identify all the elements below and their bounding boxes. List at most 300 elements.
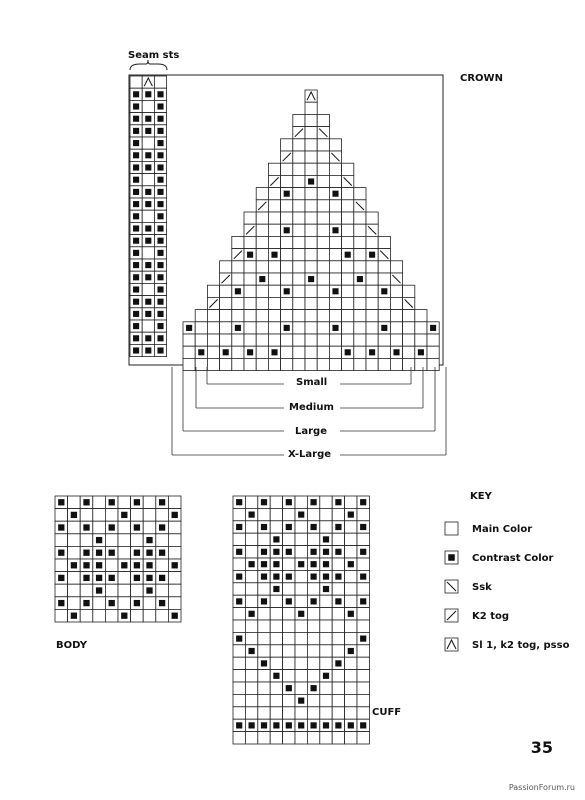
contrast-dot — [145, 116, 151, 122]
crown-cell — [220, 322, 232, 334]
crown-cell — [268, 322, 280, 334]
crown-cell — [220, 297, 232, 309]
crown-cell — [403, 310, 415, 322]
crown-cell — [378, 273, 390, 285]
crown-cell — [207, 334, 219, 346]
contrast-dot — [157, 103, 163, 109]
contrast-dot — [286, 685, 292, 691]
body-cell — [68, 534, 81, 547]
crown-cell — [354, 322, 366, 334]
body-cell — [93, 609, 106, 622]
cuff-cell — [357, 657, 369, 669]
contrast-dot — [284, 325, 290, 331]
crown-cell — [256, 285, 268, 297]
contrast-dot — [357, 276, 363, 282]
body-cell — [168, 584, 181, 597]
cuff-cell — [345, 682, 357, 694]
contrast-dot — [157, 116, 163, 122]
crown-cell — [342, 273, 354, 285]
contrast-dot — [157, 225, 163, 231]
crown-cell — [342, 285, 354, 297]
seam-cell — [142, 247, 154, 259]
contrast-dot — [134, 562, 140, 568]
cuff-cell — [332, 694, 344, 706]
contrast-dot — [121, 512, 127, 518]
cuff-cell — [320, 521, 332, 533]
cuff-cell — [357, 508, 369, 520]
contrast-dot — [157, 250, 163, 256]
contrast-dot — [133, 299, 139, 305]
crown-cell — [244, 297, 256, 309]
crown-cell — [317, 310, 329, 322]
contrast-dot — [249, 512, 255, 518]
contrast-dot — [159, 550, 165, 556]
crown-cell — [366, 310, 378, 322]
crown-cell — [342, 212, 354, 224]
cuff-cell — [345, 732, 357, 744]
crown-cell — [403, 358, 415, 370]
contrast-dot — [286, 574, 292, 580]
cuff-cell — [345, 595, 357, 607]
seam-cell — [142, 210, 154, 222]
cuff-cell — [320, 682, 332, 694]
contrast-dot — [96, 537, 102, 543]
cuff-cell — [295, 595, 307, 607]
crown-cell — [281, 139, 293, 151]
crown-cell — [207, 358, 219, 370]
contrast-dot — [145, 91, 151, 97]
contrast-dot — [133, 213, 139, 219]
cuff-cell — [283, 608, 295, 620]
cuff-cell — [345, 707, 357, 719]
cuff-cell — [332, 670, 344, 682]
body-cell — [55, 559, 68, 572]
crown-cell — [293, 139, 305, 151]
cuff-cell — [320, 645, 332, 657]
crown-cell — [415, 322, 427, 334]
contrast-dot — [83, 550, 89, 556]
contrast-dot — [133, 201, 139, 207]
contrast-dot — [96, 562, 102, 568]
cuff-cell — [258, 732, 270, 744]
contrast-dot — [133, 177, 139, 183]
contrast-dot — [284, 227, 290, 233]
cuff-cell — [258, 583, 270, 595]
contrast-dot — [323, 673, 329, 679]
crown-cell — [293, 273, 305, 285]
contrast-dot — [311, 549, 317, 555]
contrast-dot — [96, 587, 102, 593]
cuff-cell — [332, 533, 344, 545]
crown-cell — [268, 358, 280, 370]
cuff-cell — [233, 670, 245, 682]
cuff-cell — [320, 608, 332, 620]
crown-cell — [415, 358, 427, 370]
crown-cell — [256, 358, 268, 370]
crown-cell — [281, 297, 293, 309]
contrast-dot — [58, 550, 64, 556]
cuff-cell — [258, 682, 270, 694]
contrast-dot — [83, 562, 89, 568]
crown-cell — [342, 334, 354, 346]
crown-cell — [293, 236, 305, 248]
body-cell — [118, 597, 131, 610]
crown-cell — [342, 188, 354, 200]
cuff-cell — [233, 583, 245, 595]
body-cell — [93, 597, 106, 610]
contrast-dot — [157, 140, 163, 146]
body-cell — [168, 496, 181, 509]
crown-cell — [317, 224, 329, 236]
contrast-dot — [311, 499, 317, 505]
crown-cell — [232, 297, 244, 309]
contrast-dot — [261, 598, 267, 604]
contrast-dot — [157, 335, 163, 341]
crown-cell — [244, 236, 256, 248]
crown-cell — [317, 188, 329, 200]
crown-cell — [232, 261, 244, 273]
crown-cell — [317, 273, 329, 285]
cuff-cell — [332, 707, 344, 719]
crown-cell — [354, 334, 366, 346]
contrast-dot — [360, 524, 366, 530]
contrast-dot — [273, 722, 279, 728]
cuff-cell — [270, 732, 282, 744]
contrast-dot — [235, 288, 241, 294]
crown-cell — [281, 310, 293, 322]
contrast-dot — [134, 550, 140, 556]
body-cell — [156, 509, 169, 522]
crown-cell — [268, 310, 280, 322]
crown-cell — [293, 346, 305, 358]
cuff-label: CUFF — [372, 707, 402, 718]
cuff-cell — [233, 620, 245, 632]
body-cell — [55, 609, 68, 622]
crown-cell — [305, 139, 317, 151]
cuff-cell — [245, 521, 257, 533]
cuff-cell — [332, 645, 344, 657]
crown-cell — [378, 334, 390, 346]
cuff-cell — [307, 707, 319, 719]
crown-cell — [317, 114, 329, 126]
contrast-dot — [109, 499, 115, 505]
cuff-cell — [295, 707, 307, 719]
crown-cell — [378, 346, 390, 358]
cuff-cell — [345, 570, 357, 582]
crown-cell — [329, 346, 341, 358]
contrast-dot — [286, 499, 292, 505]
contrast-dot — [145, 201, 151, 207]
contrast-dot — [146, 537, 152, 543]
crown-cell — [305, 310, 317, 322]
page-number: 35 — [530, 738, 553, 757]
crown-label: CROWN — [460, 73, 503, 84]
crown-cell — [390, 322, 402, 334]
body-cell — [105, 509, 118, 522]
contrast-dot — [58, 524, 64, 530]
contrast-dot — [159, 499, 165, 505]
cuff-cell — [270, 682, 282, 694]
body-cell — [80, 584, 93, 597]
crown-cell — [268, 297, 280, 309]
seam-cell — [142, 174, 154, 186]
contrast-dot — [157, 152, 163, 158]
contrast-dot — [172, 562, 178, 568]
cuff-cell — [307, 508, 319, 520]
contrast-dot — [335, 574, 341, 580]
body-cell — [118, 496, 131, 509]
crown-cell — [354, 261, 366, 273]
contrast-dot — [348, 648, 354, 654]
crown-cell — [305, 346, 317, 358]
cuff-cell — [295, 645, 307, 657]
crown-cell — [305, 322, 317, 334]
crown-cell — [317, 261, 329, 273]
cuff-cell — [270, 645, 282, 657]
cuff-cell — [332, 732, 344, 744]
crown-cell — [293, 212, 305, 224]
cuff-cell — [357, 732, 369, 744]
cuff-cell — [307, 670, 319, 682]
contrast-dot — [133, 128, 139, 134]
crown-cell — [317, 151, 329, 163]
cuff-cell — [233, 533, 245, 545]
body-cell — [55, 509, 68, 522]
cuff-cell — [295, 632, 307, 644]
contrast-dot — [133, 189, 139, 195]
body-cell — [156, 534, 169, 547]
crown-cell — [354, 346, 366, 358]
body-cell — [143, 597, 156, 610]
crown-cell — [378, 297, 390, 309]
cuff-cell — [270, 496, 282, 508]
cuff-cell — [345, 694, 357, 706]
crown-cell — [256, 249, 268, 261]
cuff-cell — [320, 707, 332, 719]
crown-cell — [317, 334, 329, 346]
contrast-dot — [157, 323, 163, 329]
cuff-cell — [332, 508, 344, 520]
crown-cell — [366, 358, 378, 370]
cuff-cell — [233, 657, 245, 669]
contrast-dot — [284, 191, 290, 197]
contrast-dot — [332, 191, 338, 197]
crown-cell — [317, 175, 329, 187]
contrast-dot — [134, 524, 140, 530]
contrast-dot — [332, 227, 338, 233]
contrast-dot — [249, 648, 255, 654]
contrast-dot — [360, 574, 366, 580]
cuff-cell — [270, 632, 282, 644]
crown-cell — [244, 334, 256, 346]
crown-cell — [366, 212, 378, 224]
contrast-dot — [83, 600, 89, 606]
contrast-dot — [249, 611, 255, 617]
body-cell — [168, 521, 181, 534]
cuff-cell — [295, 670, 307, 682]
body-cell — [118, 572, 131, 585]
cuff-cell — [295, 682, 307, 694]
contrast-dot — [157, 164, 163, 170]
contrast-dot — [145, 262, 151, 268]
cuff-cell — [270, 595, 282, 607]
crown-cell — [293, 261, 305, 273]
contrast-dot — [348, 561, 354, 567]
body-cell — [131, 534, 144, 547]
cuff-cell — [245, 632, 257, 644]
key-sk2p: Sl 1, k2 tog, psso — [472, 640, 570, 651]
crown-cell — [305, 297, 317, 309]
contrast-dot — [381, 325, 387, 331]
contrast-dot — [71, 613, 77, 619]
crown-cell — [342, 261, 354, 273]
crown-cell — [317, 346, 329, 358]
cuff-cell — [332, 608, 344, 620]
crown-cell — [329, 236, 341, 248]
contrast-dot — [236, 549, 242, 555]
crown-cell — [220, 358, 232, 370]
cuff-cell — [295, 546, 307, 558]
crown-cell — [293, 114, 305, 126]
crown-cell — [268, 285, 280, 297]
crown-cell — [403, 322, 415, 334]
contrast-dot — [360, 636, 366, 642]
crown-cell — [281, 175, 293, 187]
contrast-dot — [133, 323, 139, 329]
crown-cell — [415, 310, 427, 322]
crown-cell — [268, 224, 280, 236]
contrast-dot — [311, 598, 317, 604]
contrast-dot — [121, 562, 127, 568]
contrast-dot — [133, 286, 139, 292]
contrast-dot — [157, 91, 163, 97]
crown-cell — [281, 273, 293, 285]
crown-cell — [378, 358, 390, 370]
crown-cell — [232, 334, 244, 346]
crown-cell — [293, 175, 305, 187]
contrast-dot — [271, 349, 277, 355]
contrast-dot — [133, 262, 139, 268]
cuff-cell — [245, 595, 257, 607]
contrast-dot — [157, 347, 163, 353]
crown-cell — [293, 310, 305, 322]
crown-cell — [305, 224, 317, 236]
contrast-dot — [360, 722, 366, 728]
body-cell — [68, 546, 81, 559]
contrast-dot — [83, 524, 89, 530]
cuff-cell — [245, 694, 257, 706]
contrast-dot — [298, 722, 304, 728]
crown-cell — [366, 261, 378, 273]
cuff-cell — [233, 732, 245, 744]
cuff-cell — [307, 657, 319, 669]
contrast-dot — [133, 311, 139, 317]
contrast-dot — [146, 562, 152, 568]
contrast-dot — [323, 586, 329, 592]
cuff-cell — [357, 682, 369, 694]
crown-cell — [378, 236, 390, 248]
cuff-cell — [258, 670, 270, 682]
cuff-cell — [320, 620, 332, 632]
contrast-dot — [430, 325, 436, 331]
contrast-dot — [109, 524, 115, 530]
contrast-dot — [273, 549, 279, 555]
seam-cell — [142, 320, 154, 332]
cuff-cell — [295, 657, 307, 669]
crown-cell — [207, 322, 219, 334]
contrast-dot — [261, 574, 267, 580]
cuff-cell — [233, 707, 245, 719]
cuff-cell — [320, 595, 332, 607]
contrast-dot — [249, 561, 255, 567]
contrast-dot — [157, 238, 163, 244]
crown-cell — [378, 261, 390, 273]
crown-cell — [366, 322, 378, 334]
size-large-label: Large — [295, 426, 327, 437]
contrast-dot — [335, 660, 341, 666]
body-cell — [80, 609, 93, 622]
crown-cell — [329, 249, 341, 261]
crown-cell — [366, 236, 378, 248]
body-cell — [156, 559, 169, 572]
crown-cell — [305, 163, 317, 175]
contrast-dot — [259, 276, 265, 282]
body-cell — [93, 521, 106, 534]
key-title: KEY — [470, 491, 492, 502]
size-medium-label: Medium — [289, 402, 334, 413]
body-cell — [143, 509, 156, 522]
contrast-dot — [249, 722, 255, 728]
contrast-dot — [286, 549, 292, 555]
contrast-dot — [157, 286, 163, 292]
contrast-dot — [345, 252, 351, 258]
contrast-dot — [448, 554, 455, 561]
cuff-cell — [258, 707, 270, 719]
contrast-dot — [335, 722, 341, 728]
crown-cell — [378, 310, 390, 322]
crown-cell — [354, 249, 366, 261]
contrast-dot — [186, 325, 192, 331]
body-cell — [105, 534, 118, 547]
crown-cell — [195, 334, 207, 346]
contrast-dot — [172, 613, 178, 619]
contrast-dot — [381, 288, 387, 294]
contrast-dot — [157, 262, 163, 268]
crown-cell — [354, 212, 366, 224]
cuff-cell — [270, 508, 282, 520]
crown-cell — [354, 310, 366, 322]
contrast-dot — [146, 550, 152, 556]
crown-cell — [305, 249, 317, 261]
cuff-cell — [283, 645, 295, 657]
cuff-cell — [283, 694, 295, 706]
cuff-cell — [283, 533, 295, 545]
contrast-dot — [369, 349, 375, 355]
crown-cell — [293, 358, 305, 370]
cuff-cell — [245, 707, 257, 719]
contrast-dot — [308, 178, 314, 184]
contrast-dot — [96, 575, 102, 581]
seam-cell — [142, 137, 154, 149]
crown-cell — [256, 310, 268, 322]
crown-cell — [268, 334, 280, 346]
body-cell — [68, 584, 81, 597]
body-cell — [143, 609, 156, 622]
cuff-cell — [332, 558, 344, 570]
cuff-cell — [245, 682, 257, 694]
body-cell — [55, 584, 68, 597]
contrast-dot — [58, 499, 64, 505]
